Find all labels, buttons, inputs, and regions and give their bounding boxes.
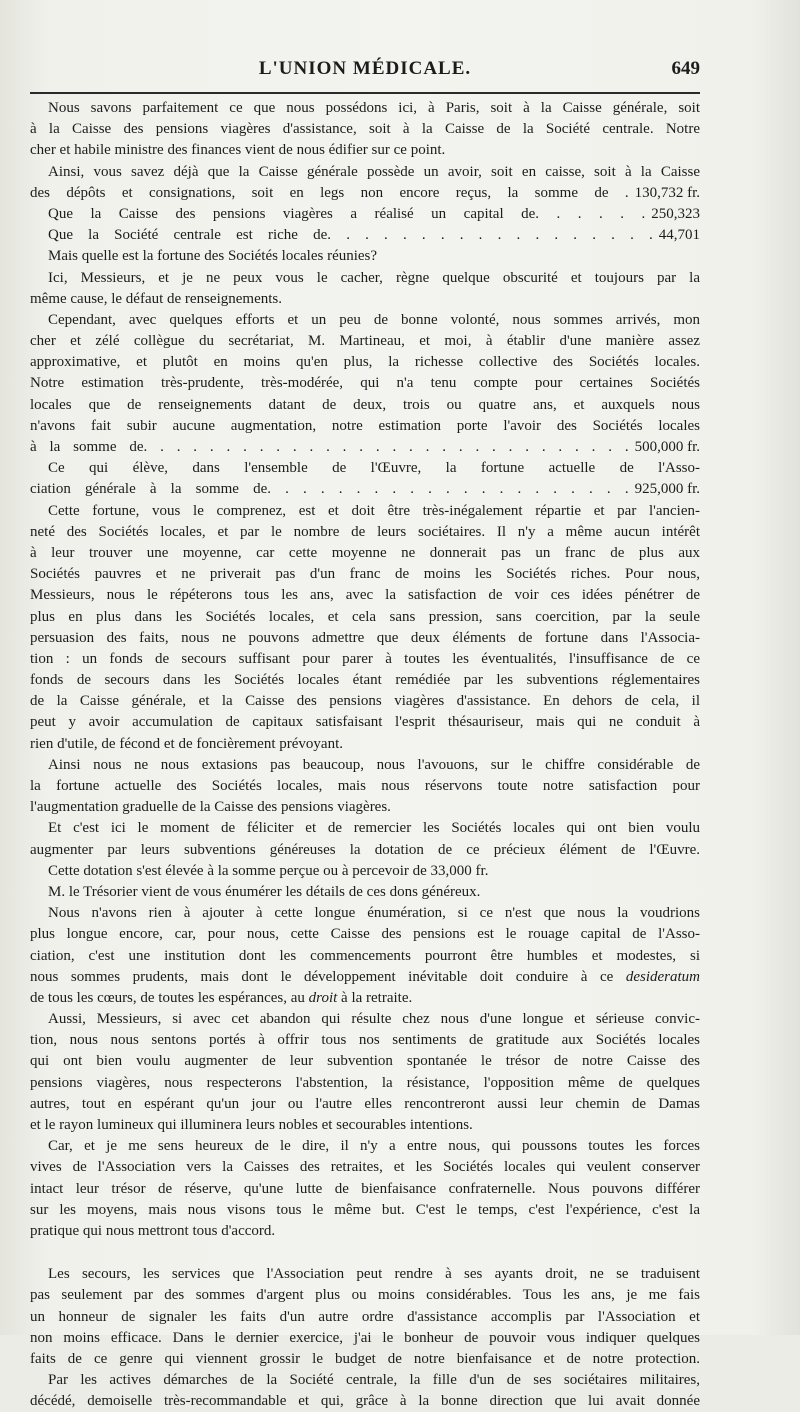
text-line: [30, 98, 700, 119]
line-text: ciation, c'est une institution dont les commencements pourront être humbles et modestes, si: [30, 947, 700, 964]
line-text: tion : un fonds de secours suffisant pour parer à toutes les éventualités, l'insuffisance de ce: [30, 650, 700, 667]
page-number: 649: [671, 58, 700, 79]
text-line: [30, 310, 700, 331]
text-line: [30, 1115, 700, 1136]
text-line: [30, 755, 700, 776]
amount-value: 500,000 fr.: [634, 439, 700, 455]
text-line: [30, 691, 700, 712]
line-text: pensions viagères, nous respecterons l'abstention, la résistance, l'opposition même de quelques: [30, 1074, 700, 1091]
line-text: Notre estimation très-prudente, très-modérée, qui n'a tenu compte pour certaines Sociétés: [30, 375, 700, 392]
line-text: persuasion des faits, nous ne pouvons admettre que deux éléments de fortune dans l'Associa-: [30, 629, 700, 646]
text-line: [30, 373, 700, 394]
line-text: Ici, Messieurs, et je ne peux vous le cacher, règne quelque obscurité et toujours par la: [48, 269, 700, 286]
text-line: [30, 861, 700, 882]
line-text: Ce qui élève, dans l'ensemble de l'Œuvre, la fortune actuelle de l'Asso-: [48, 460, 700, 477]
body-text: [30, 98, 700, 1412]
text-line: [30, 1264, 700, 1285]
line-text: Cette dotation s'est élevée à la somme perçue ou à percevoir de 33,000 fr.: [48, 862, 489, 879]
line-text: vives de l'Association vers la Caisses des retraites, et les Sociétés locales qui veulent conserver: [30, 1159, 700, 1176]
text-line: [30, 1094, 700, 1115]
text-line: [30, 1157, 700, 1178]
text-line: [30, 522, 700, 543]
text-line: [30, 734, 700, 755]
text-line: [30, 903, 700, 924]
line-text: Par les actives démarches de la Société centrale, la fille d'un de ses sociétaires militaires,: [48, 1372, 700, 1389]
text-line: [30, 712, 700, 733]
line-text: locales que de renseignements datant de deux, trois ou quatre ans, et auxquels nous: [30, 396, 700, 413]
text-line: [30, 162, 700, 183]
text-line: [30, 670, 700, 691]
text-line: [30, 479, 700, 500]
line-text: cher et zélé collègue du secrétariat, M. Martineau, et moi, à établir d'une manière assez: [30, 333, 700, 350]
line-text: plus en plus dans les Sociétés locales, et cela sans pression, sans coercition, par la seule: [30, 608, 700, 625]
text-line: [30, 797, 700, 818]
line-text: sur les moyens, mais nous visons tous le même but. C'est le temps, c'est l'expérience, c'est la: [30, 1201, 700, 1218]
line-text: nous sommes prudents, mais dont le développement inévitable doit conduire à ce: [30, 968, 626, 985]
text-line: [30, 501, 700, 522]
line-text: qui ont bien voulu augmenter de leur subvention spontanée le trésor de notre Caisse des: [30, 1053, 700, 1070]
line-text: de la Caisse générale, et la Caisse des pensions viagères d'assistance. En dehors de cela, il: [30, 693, 700, 710]
text-line: [30, 119, 700, 140]
line-text: Cependant, avec quelques efforts et un peu de bonne volonté, nous sommes arrivés, mon: [48, 311, 700, 328]
line-text: même cause, le défaut de renseignements.: [30, 290, 282, 307]
text-line: [30, 395, 700, 416]
line-text: autres, tout en espérant qu'un jour ou l'autre elles rencontreront aussi leur chemin de Damas: [30, 1095, 700, 1112]
line-text: Ainsi, vous savez déjà que la Caisse générale possède un avoir, soit en caisse, soit à la Caisse: [48, 163, 700, 180]
line-text: la fortune actuelle des Sociétés locales, mais nous réservons toute notre satisfaction pour: [30, 778, 700, 794]
text-line: [30, 1307, 700, 1328]
line-text: pas seulement par des sommes d'argent plus ou moins considérables. Tous les ans, je me fais: [30, 1287, 700, 1304]
italic-term: desideratum: [625, 968, 700, 985]
text-line: [30, 1328, 700, 1349]
line-text: M. le Trésorier vient de vous énumérer les détails de ces dons généreux.: [48, 883, 481, 900]
line-text: augmenter par leurs subventions généreuses la dotation de ce précieux élément de l'Œuvre.: [30, 841, 700, 858]
text-line: [30, 183, 700, 204]
line-text: cher et habile ministre des finances vient de nous édifier sur ce point.: [30, 142, 446, 159]
line-text: Nous savons parfaitement ce que nous possédons ici, à Paris, soit à la Caisse générale, soit: [48, 100, 700, 116]
text-line: [30, 564, 700, 585]
text-line: [30, 268, 700, 289]
line-text: neté des Sociétés locales, et par le nombre de leurs sociétaires. Il n'y a même aucun intérêt: [30, 523, 700, 540]
text-line: [30, 289, 700, 310]
text-line: [30, 628, 700, 649]
page-header: [30, 54, 700, 88]
line-text: Mais quelle est la fortune des Sociétés locales réunies?: [48, 248, 378, 265]
line-text: intact leur trésor de réserve, qu'une lutte de bienfaisance confraternelle. Nous pouvons différer: [30, 1180, 700, 1197]
text-line: [30, 204, 700, 225]
text-line: [30, 924, 700, 945]
text-line: [30, 1073, 700, 1094]
amount-value: 130,732 fr.: [634, 184, 700, 201]
line-text: faits de ce genre qui viennent grossir le budget de notre bienfaisance et de notre protection.: [30, 1350, 700, 1367]
text-line: [30, 967, 700, 988]
amount-label: des dépôts et consignations, soit en legs non encore reçus, la somme de .: [30, 184, 629, 201]
text-line: [30, 1200, 700, 1221]
text-line: [30, 1391, 700, 1412]
line-text: Cette fortune, vous le comprenez, est et doit être très-inégalement répartie et par l'ancien-: [48, 502, 700, 519]
amount-label: à la somme de. . . . . . . . . . . . . . . . . . . . . . . . . . . . . .: [30, 439, 629, 455]
amount-label: ciation générale à la somme de. . . . . . . . . . . . . . . . . . . . .: [30, 481, 629, 498]
header-rule: [30, 92, 700, 94]
text-line: [30, 882, 700, 903]
line-text: pratique qui nous mettront tous d'accord.: [30, 1222, 276, 1239]
text-line: [30, 1051, 700, 1072]
line-text: plus longue encore, car, pour nous, cette Caisse des pensions est le rouage capital de l'Asso-: [30, 926, 700, 943]
line-text: Nous n'avons rien à ajouter à cette longue énumération, si ce n'est que nous la voudrions: [48, 905, 700, 922]
text-line: [30, 1009, 700, 1030]
amount-label: Que la Société centrale est riche de. . . . . . . . . . . . . . . . . .: [48, 227, 653, 244]
text-line: [30, 649, 700, 670]
line-text: approximative, et plutôt en moins qu'en plus, la richesse collective des Sociétés locales.: [30, 354, 700, 371]
line-text: Aussi, Messieurs, si avec cet abandon qui résulte chez nous d'une longue et sérieuse convic-: [48, 1011, 700, 1028]
amount-label: Que la Caisse des pensions viagères a réalisé un capital de. . . . . .: [48, 205, 646, 222]
amount-value: 925,000 fr.: [634, 481, 700, 498]
line-text-after: à la retraite.: [337, 989, 413, 1006]
line-text: n'avons fait subir aucune augmentation, notre estimation porte l'avoir des Sociétés locales: [30, 417, 700, 434]
text-line: [30, 1221, 700, 1242]
text-line: [30, 458, 700, 479]
line-text: Les secours, les services que l'Association peut rendre à ses ayants droit, ne se traduisent: [48, 1266, 700, 1283]
text-line: [30, 416, 700, 437]
text-line: [30, 988, 700, 1009]
text-line: [30, 818, 700, 839]
text-line: [30, 840, 700, 861]
section-gap: [30, 1242, 700, 1264]
line-text: un honneur de signaler les faits d'un autre ordre d'assistance accomplis par l'Association et: [30, 1308, 700, 1325]
line-text: à la Caisse des pensions viagères d'assistance, soit à la Caisse de la Société centrale. Notre: [30, 121, 700, 138]
amount-value: 250,323: [651, 205, 700, 222]
line-text: Et c'est ici le moment de féliciter et de remercier les Sociétés locales qui ont bien voulu: [48, 820, 700, 837]
amount-value: 44,701: [658, 227, 700, 244]
running-title: L'UNION MÉDICALE.: [258, 58, 472, 79]
line-text: et le rayon lumineux qui illuminera leurs nobles et secourables intentions.: [30, 1117, 473, 1133]
line-text: de tous les cœurs, de toutes les espérances, au: [30, 989, 309, 1006]
line-text: Car, et je me sens heureux de le dire, il n'y a entre nous, qui poussons toutes les forces: [48, 1138, 700, 1155]
text-line: [30, 1349, 700, 1370]
line-text: l'augmentation graduelle de la Caisse des pensions viagères.: [30, 799, 391, 816]
line-text: Messieurs, nous le répéterons tous les ans, avec la satisfaction de voir ces idées pénétrer de: [30, 587, 700, 604]
line-text: rien d'utile, de fécond et de foncièrement prévoyant.: [30, 735, 343, 752]
line-text: peut y avoir accumulation de capitaux satisfaisant l'esprit thésauriseur, mais qui ne conduit à: [30, 714, 700, 731]
line-text: fonds de secours dans les Sociétés locales étant remédiée par les subventions réglementaires: [30, 672, 700, 689]
text-line: [30, 1030, 700, 1051]
line-text: non moins efficace. Dans le dernier exercice, j'ai le bonheur de pouvoir vous indiquer quelques: [30, 1329, 700, 1346]
line-text: Sociétés pauvres et ne priverait pas d'un franc de moins les Sociétés riches. Pour nous,: [30, 566, 700, 583]
text-line: [30, 1136, 700, 1157]
text-line: [30, 225, 700, 246]
text-line: [30, 437, 700, 458]
text-line: [30, 543, 700, 564]
text-line: [30, 607, 700, 628]
line-text: décédé, demoiselle très-recommandable et qui, grâce à la bonne direction que lui avait donnée: [30, 1393, 700, 1410]
text-line: [30, 140, 700, 161]
line-text: à leur trouver une moyenne, car cette moyenne ne donnerait pas un franc de plus aux: [30, 544, 700, 561]
text-line: [30, 585, 700, 606]
text-line: [30, 1179, 700, 1200]
text-line: [30, 246, 700, 267]
italic-term: droit: [308, 989, 338, 1006]
text-line: [30, 331, 700, 352]
line-text: Ainsi nous ne nous extasions pas beaucoup, nous l'avouons, sur le chiffre considérable de: [48, 756, 700, 773]
text-line: [30, 1370, 700, 1391]
text-line: [30, 1285, 700, 1306]
text-line: [30, 776, 700, 797]
text-line: [30, 946, 700, 967]
line-text: tion, nous nous sentons portés à offrir tous nos sentiments de gratitude aux Sociétés locales: [30, 1032, 700, 1049]
text-line: [30, 352, 700, 373]
